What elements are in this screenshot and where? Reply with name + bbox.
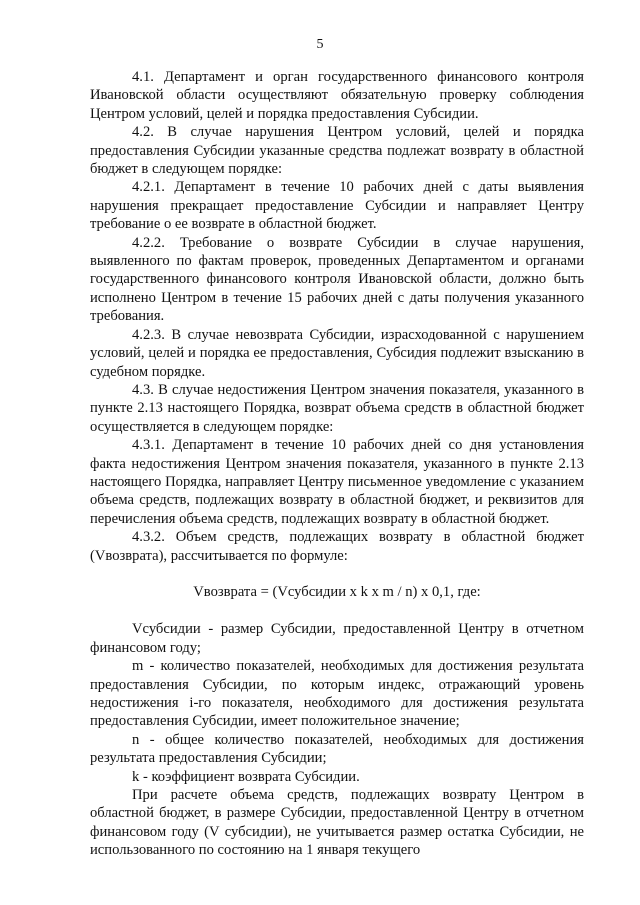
paragraph-4-2: 4.2. В случае нарушения Центром условий, целей и порядка предоставления Субсидии указанные средства подлежат возврату в областной бюджет в следующем порядке: [90, 124, 584, 178]
definition-v-subsidy: Vсубсидии - размер Субсидии, предоставленной Центру в отчетном финансовом году; [90, 621, 584, 656]
page-number: 5 [316, 37, 324, 52]
refund-formula: Vвозврата = (Vсубсидии x k x m / n) x 0,1, где: [193, 583, 481, 600]
paragraph-4-3: 4.3. В случае недостижения Центром значения показателя, указанного в пункте 2.13 настоящего Порядка, возврат объема средств в областной бюджет осуществляется в следующем порядке: [90, 381, 584, 435]
definition-k: k - коэффициент возврата Субсидии. [132, 768, 360, 785]
paragraph-4-3-1: 4.3.1. Департамент в течение 10 рабочих дней со дня установления факта недостижения Центром значения показателя, указанного в пункте 2.13 настоящего Порядка, направляет Центру письменное уведомление с указанием объема средств, подлежащих возврату в областной бюджет, и реквизитов для перечисления объема средств, подлежащих возврату в областной бюджет. [90, 437, 584, 527]
paragraph-4-2-2: 4.2.2. Требование о возврате Субсидии в случае нарушения, выявленного по фактам проверок, проведенных Департаментом и органами государственного финансового контроля Ивановской области, должно быть исполнено Центром в течение 15 рабочих дней с даты получения указанного требования. [90, 234, 584, 325]
definition-n: n - общее количество показателей, необходимых для достижения результата предоставления Субсидии; [90, 731, 584, 767]
paragraph-4-2-1: 4.2.1. Департамент в течение 10 рабочих дней с даты выявления нарушения прекращает предоставление Субсидии и направляет Центру требование о ее возврате в областной бюджет. [90, 179, 584, 233]
definition-m: m - количество показателей, необходимых для достижения результата предоставления Субсидии, по которым индекс, отражающий уровень недостижения i-го показателя, необходимого для достижения результата предоставления Субсидии, имеет положительное значение; [90, 658, 584, 730]
paragraph-calculation-note: При расчете объема средств, подлежащих возврату Центром в областной бюджет, в размере Субсидии, предоставленной Центру в отчетном финансовом году (V субсидии), не учитывается размер остатка Субсидии, не использованного по состоянию на 1 января текущего [90, 787, 584, 859]
document-body [90, 68, 584, 860]
paragraph-4-1: 4.1. Департамент и орган государственного финансового контроля Ивановской области осуществляют обязательную проверку соблюдения Центром условий, целей и порядка предоставления Субсидии. [90, 69, 584, 122]
paragraph-4-3-2: 4.3.2. Объем средств, подлежащих возврату в областной бюджет (Vвозврата), рассчитывается по формуле: [90, 529, 584, 564]
paragraph-4-2-3: 4.2.3. В случае невозврата Субсидии, израсходованной с нарушением условий, целей и порядка ее предоставления, Субсидия подлежит взысканию в судебном порядке. [90, 326, 584, 380]
